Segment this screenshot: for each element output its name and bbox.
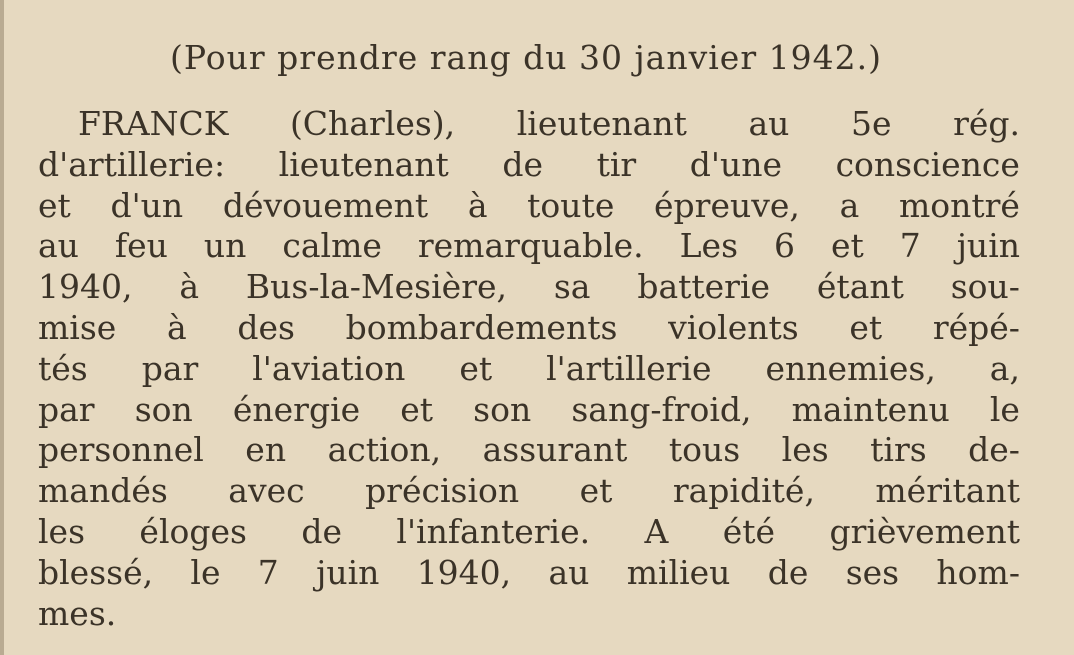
word: mandés [38,471,168,511]
word: et [849,307,883,347]
word: maintenu [791,389,950,429]
word: FRANCK [78,104,229,143]
word: personnel [38,430,204,470]
citation-line [38,471,1020,512]
word: a [839,185,860,225]
word: sou- [950,267,1020,307]
citation-line [38,430,1020,471]
word: action, [327,430,442,470]
word: répé- [932,307,1020,347]
word: (Charles), [289,104,456,143]
word: d'un [110,185,184,225]
word: montré [898,185,1020,225]
word: en [245,430,287,470]
word: l'aviation [252,348,406,388]
word: à [179,267,200,307]
word: un [203,226,247,266]
word: milieu [626,552,731,592]
word: son [473,389,532,429]
word: calme [282,226,382,266]
word: éloges [139,511,247,551]
word: par [141,348,199,388]
word: mise [38,307,117,347]
word: avec [228,471,305,511]
word: 1940, [38,267,133,307]
word: 7 [899,226,921,266]
citation-line [38,308,1020,349]
word: tous [668,430,741,470]
citation-line [38,104,1020,145]
citation-line [38,186,1020,227]
word: Bus-la-Mesière, [245,267,507,307]
word: 7 [257,552,279,592]
word: dévouement [222,185,429,225]
word: et [400,389,434,429]
citation-line [38,553,1020,594]
word: sang-froid, [571,389,752,429]
word: sa [553,267,591,307]
word: A [644,511,669,551]
word: ses [845,552,900,592]
word: été [722,511,776,551]
word: des [237,307,295,347]
word: assurant [482,430,628,470]
word: d'artillerie: [38,144,226,184]
citation-line [38,390,1020,431]
word: blessé, [38,552,154,592]
word: à [467,185,488,225]
word: rapidité, [672,471,815,511]
word: 5e [850,104,892,143]
word: toute [527,185,615,225]
word: méritant [875,471,1020,511]
word: au [748,104,790,143]
word: violents [668,307,799,347]
word: le [989,389,1020,429]
word: tir [596,144,637,184]
word: son [134,389,193,429]
word: lieutenant [278,144,449,184]
word: de [301,511,343,551]
word: juin [956,226,1020,266]
word: étant [816,267,904,307]
citation-paragraph [38,104,1020,634]
word: 6 [774,226,795,266]
word: Les [679,226,739,266]
word: hom- [936,552,1020,592]
word: conscience [835,144,1020,184]
word: énergie [232,389,361,429]
word: l'infanterie. [396,511,591,551]
word: grièvement [829,511,1020,551]
word: et [38,185,71,225]
word: juin [316,552,380,592]
word: au [38,226,79,266]
word: de- [968,430,1020,470]
citation-line: mes. [38,593,117,633]
word: les [781,430,829,470]
citation-line [38,512,1020,553]
word: de [502,144,544,184]
word: 1940, [416,552,512,592]
word: de [767,552,809,592]
word: au [548,552,590,592]
word: l'artillerie [546,348,712,388]
word: et [459,348,493,388]
word: par [38,389,95,429]
word: précision [365,471,520,511]
word: et [579,471,613,511]
word: tirs [870,430,927,470]
rank-date-heading: (Pour prendre rang du 30 janvier 1942.) [170,38,882,77]
word: le [190,552,221,592]
word: remarquable. [417,226,644,266]
word: épreuve, [654,185,800,225]
word: les [38,511,86,551]
word: à [166,307,187,347]
citation-line [38,145,1020,186]
citation-line [38,226,1020,267]
word: bombardements [345,307,618,347]
word: batterie [637,267,771,307]
word: a, [989,348,1020,388]
word: tés [38,348,88,388]
word: lieutenant [516,104,687,143]
word: ennemies, [765,348,936,388]
word: rég. [953,104,1020,143]
citation-line [38,267,1020,308]
citation-line [38,349,1020,390]
word: d'une [689,144,782,184]
word: feu [114,226,168,266]
word: et [830,226,864,266]
